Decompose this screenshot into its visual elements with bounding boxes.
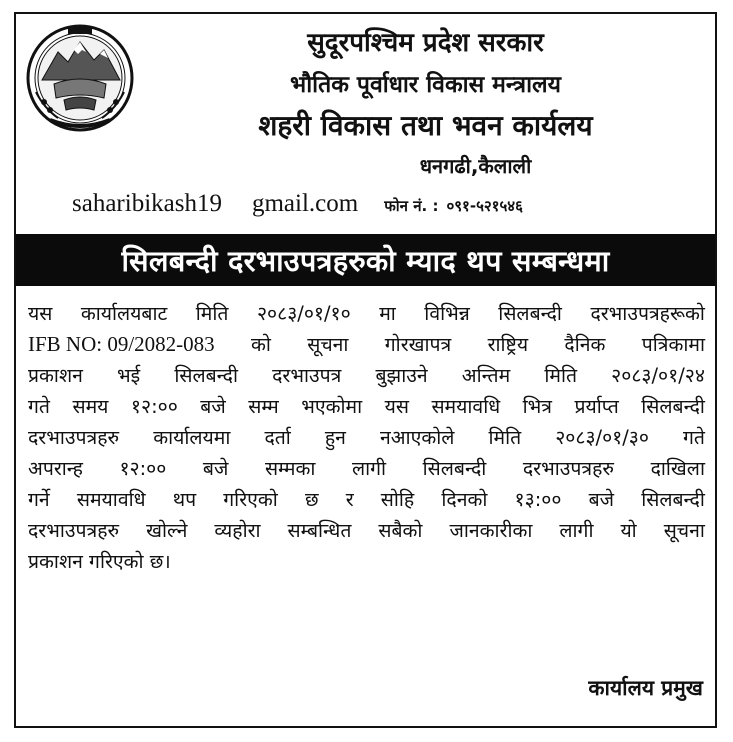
- body-word: सूचना: [307, 333, 349, 356]
- body-word: प्रर्याप्त: [574, 395, 619, 418]
- body-word: भित्र: [522, 395, 552, 418]
- body-word: यस: [28, 302, 53, 325]
- body-word: २०८३/०१/३०: [555, 426, 649, 449]
- body-word: गोरखापत्र: [384, 333, 452, 356]
- body-word: सिलबन्दी: [498, 302, 562, 325]
- body-word: दरभाउपत्रहरु: [28, 519, 120, 542]
- body-word: प्रकाशन गरिएको छ।: [28, 550, 171, 573]
- body-word: सोहि: [380, 488, 415, 511]
- body-word: सिलबन्दी: [641, 488, 705, 511]
- body-word: हुन: [324, 426, 346, 449]
- body-word: सिलबन्दी: [174, 364, 238, 387]
- notice-title: सिलबन्दी दरभाउपत्रहरुको म्याद थप सम्बन्धमा: [121, 243, 610, 278]
- email-domain: gmail.com: [251, 190, 359, 217]
- body-word: समय: [72, 395, 109, 418]
- body-word: अन्तिम: [461, 364, 511, 387]
- nepal-government-emblem-icon: [24, 22, 136, 134]
- body-word: मिति: [195, 302, 229, 325]
- body-word: समयावधि: [431, 395, 501, 418]
- body-line: [28, 298, 705, 329]
- body-word: बुझाउने: [375, 364, 428, 387]
- body-word: दैनिक: [564, 333, 606, 356]
- body-word: विभिन्न: [424, 302, 470, 325]
- body-word: लागी: [559, 519, 594, 542]
- body-word: यस: [384, 395, 409, 418]
- body-word: सबैको: [378, 519, 423, 542]
- body-word: २०८३/०१/२४: [611, 364, 705, 387]
- header-province: सुदूरपश्चिम प्रदेश सरकार: [307, 28, 544, 58]
- body-word: मिति: [488, 426, 522, 449]
- header-ministry: भौतिक पूर्वाधार विकास मन्त्रालय: [290, 72, 561, 98]
- body-word: गते: [683, 426, 705, 449]
- phone-label: फोन नं. :: [384, 197, 439, 215]
- body-word: १२:००: [130, 395, 178, 418]
- body-word: बजे: [202, 457, 229, 480]
- email-address[interactable]: [72, 190, 358, 218]
- body-word: सम्मका: [264, 457, 316, 480]
- body-word: व्यहोरा: [214, 519, 261, 542]
- contact-row: [72, 190, 523, 218]
- body-word: को: [251, 333, 271, 356]
- body-word: सिलबन्दी: [422, 457, 487, 480]
- email-user: saharibikash19: [72, 190, 222, 217]
- body-word: गते: [28, 395, 50, 418]
- header-location: धनगढी,कैलाली: [419, 154, 532, 178]
- body-line: [28, 484, 705, 515]
- body-word: भएकोमा: [301, 395, 363, 418]
- body-word: दरभाउपत्रहरूको: [590, 302, 705, 325]
- body-word: १३:००: [514, 488, 562, 511]
- body-word: कार्यालयबाट: [80, 302, 168, 325]
- body-word: दरभाउपत्रहरु: [522, 457, 615, 480]
- body-line: [28, 546, 705, 577]
- body-word: लागी: [351, 457, 387, 480]
- body-line: [28, 391, 705, 422]
- body-word: मा: [379, 302, 396, 325]
- body-word: सूचना: [663, 519, 705, 542]
- body-word: गर्ने: [28, 488, 50, 511]
- notice-document: [14, 12, 717, 728]
- notice-body: [28, 298, 705, 577]
- body-word: दिनको: [441, 488, 488, 511]
- signature-office-chief: कार्यालय प्रमुख: [588, 676, 703, 700]
- body-word: दाखिला: [650, 457, 705, 480]
- body-word: यो: [620, 519, 637, 542]
- body-word: मिति: [544, 364, 578, 387]
- body-word: दरभाउपत्र: [272, 364, 342, 387]
- body-line: [28, 329, 705, 360]
- body-word: खोल्ने: [146, 519, 188, 542]
- body-word: सिलबन्दी: [641, 395, 705, 418]
- body-word: प्रकाशन: [28, 364, 83, 387]
- body-word: बजे: [588, 488, 615, 511]
- body-word: १२:००: [119, 457, 167, 480]
- body-word: अपरान्ह: [28, 457, 83, 480]
- body-word: नआएकोले: [380, 426, 455, 449]
- body-word: राष्ट्रिय: [487, 333, 529, 356]
- body-word: कार्यालयमा: [153, 426, 231, 449]
- phone-value: ०९१-५२१५४६: [446, 197, 523, 215]
- ifb-number: IFB NO: 09/2082-083: [28, 332, 215, 356]
- body-line: [28, 422, 705, 453]
- body-word: सम्म: [248, 395, 279, 418]
- body-word: गरिएको: [223, 488, 278, 511]
- body-word: भई: [117, 364, 141, 387]
- phone-number: [384, 196, 523, 216]
- body-word: सम्बन्धित: [287, 519, 352, 542]
- body-word: दरभाउपत्रहरु: [28, 426, 120, 449]
- body-word: समयावधि: [76, 488, 146, 511]
- body-word: थप: [172, 488, 197, 511]
- body-line: [28, 515, 705, 546]
- body-word: बजे: [200, 395, 226, 418]
- body-word: दर्ता: [264, 426, 291, 449]
- body-word: जानकारीका: [449, 519, 533, 542]
- body-line: [28, 453, 705, 484]
- header-office: शहरी विकास तथा भवन कार्यलय: [258, 109, 593, 142]
- notice-title-banner: [16, 234, 715, 286]
- body-word: र: [345, 488, 354, 511]
- body-word: पत्रिकामा: [641, 333, 705, 356]
- body-word: छ: [304, 488, 319, 511]
- body-word: २०८३/०१/१०: [256, 302, 351, 325]
- body-line: [28, 360, 705, 391]
